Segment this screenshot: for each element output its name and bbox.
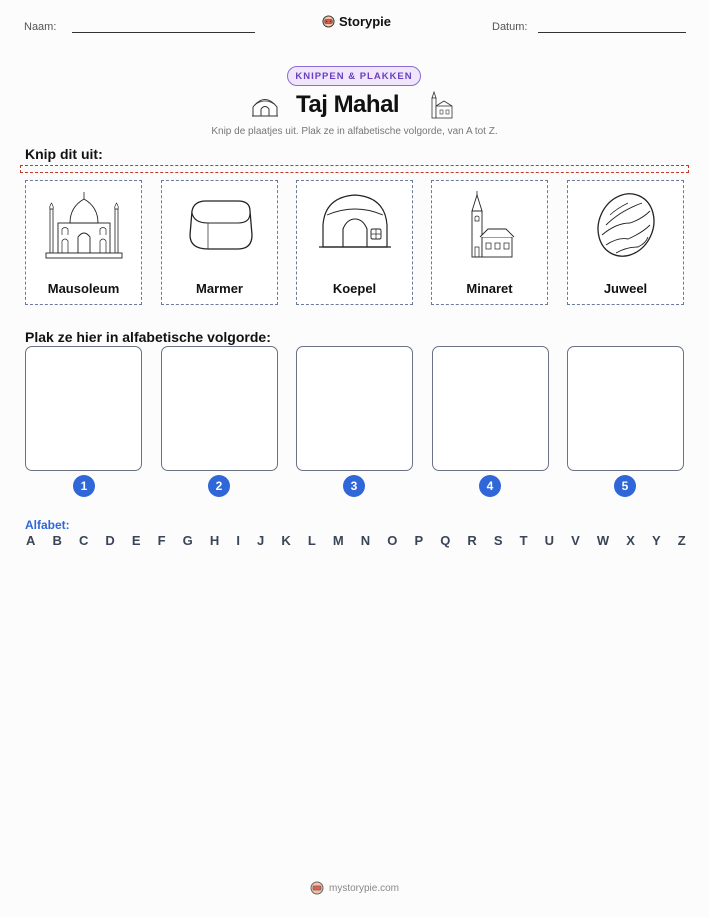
card-label: Juweel [603,281,648,296]
paste-slot-5[interactable] [567,346,684,471]
alphabet-letter: A [26,533,36,548]
alphabet-letter: Z [677,533,686,548]
alphabet-letter: Q [440,533,451,548]
alphabet-letter: J [257,533,265,548]
cut-heading: Knip dit uit: [25,146,103,162]
paste-slot-2[interactable] [161,346,278,471]
name-label: Naam: [24,21,57,33]
marble-block-icon [180,189,260,261]
alphabet-letter: C [78,533,89,548]
date-line[interactable] [538,32,686,33]
slot-number-3: 3 [343,475,365,497]
slot-number-2: 2 [208,475,230,497]
alphabet-letter: L [307,533,316,548]
card-label: Marmer [196,281,243,296]
alphabet-letter: G [182,533,193,548]
alphabet-letter: D [105,533,115,548]
storypie-logo-icon [310,881,324,895]
slot-number-4: 4 [479,475,501,497]
alphabet-letter: E [131,533,141,548]
card-label: Mausoleum [47,281,120,296]
slot-number-5: 5 [614,475,636,497]
alphabet-letter: M [332,533,344,548]
card-label: Koepel [332,281,377,296]
paste-slot-3[interactable] [296,346,413,471]
alphabet-letter: W [596,533,610,548]
page-title: Taj Mahal [296,91,400,118]
alphabet-letter: V [571,533,580,548]
dome-icon [250,94,280,118]
card-label: Minaret [466,281,513,296]
alphabet-letter: B [52,533,62,548]
cut-line [20,165,689,173]
cut-card-koepel[interactable] [296,180,413,305]
footer-url[interactable]: mystorypie.com [328,882,399,894]
alphabet-letter: S [493,533,503,548]
alphabet-letter: R [467,533,477,548]
activity-badge: KNIPPEN & PLAKKEN [287,66,421,86]
cut-card-juweel[interactable] [567,180,684,305]
alphabet-letter: X [626,533,635,548]
brand-logo [322,14,391,29]
brand-name: Storypie [339,14,392,29]
cut-card-marmer[interactable] [161,180,278,305]
paste-heading: Plak ze hier in alfabetische volgorde: [25,329,271,345]
alphabet-letter: U [544,533,555,548]
cut-card-mausoleum[interactable] [25,180,142,305]
alphabet-letter: H [209,533,220,548]
cut-card-minaret[interactable] [431,180,548,305]
paste-slot-4[interactable] [432,346,549,471]
footer [0,881,709,895]
alphabet-title: Alfabet: [25,518,70,532]
alphabet-letter: T [519,533,528,548]
alphabet-letter: K [281,533,291,548]
name-line[interactable] [72,32,255,33]
date-label: Datum: [492,21,528,33]
paste-slot-1[interactable] [25,346,142,471]
slot-number-1: 1 [73,475,95,497]
alphabet-letter: Y [651,533,661,548]
instructions: Knip de plaatjes uit. Plak ze in alfabetische volgorde, van A tot Z. [211,126,498,137]
minaret-icon [428,90,456,120]
alphabet-letter: P [414,533,424,548]
minaret-icon [450,189,530,261]
alphabet-letter: F [157,533,166,548]
mausoleum-icon [44,189,124,261]
alphabet-letter: N [360,533,371,548]
alphabet-row [26,533,686,548]
storypie-logo-icon [322,15,335,28]
dome-icon [315,189,395,261]
alphabet-letter: I [236,533,240,548]
jewel-icon [586,189,666,261]
alphabet-letter: O [387,533,398,548]
